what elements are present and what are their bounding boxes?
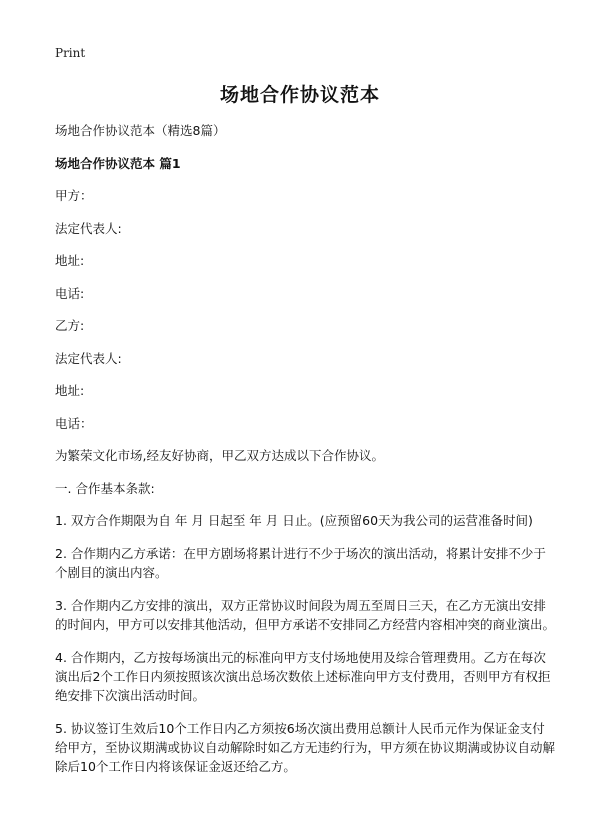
- party-b-address: 地址:: [55, 383, 85, 398]
- clause-item: 2. 合作期内乙方承诺：在甲方剧场将累计进行不少于场次的演出活动，将累计安排不少于个剧目的演出内容。: [55, 546, 546, 580]
- section-heading: 场地合作协议范本 篇1: [55, 155, 181, 171]
- document-subtitle: 场地合作协议范本（精选8篇）: [55, 123, 226, 138]
- clause-heading: 一. 合作基本条款:: [55, 480, 155, 496]
- print-link[interactable]: Print: [55, 46, 86, 60]
- party-a-phone: 电话:: [55, 285, 85, 301]
- party-a-address: 地址:: [55, 253, 85, 268]
- party-b-phone: 电话：: [55, 415, 93, 431]
- clause-item: 1. 双方合作期限为自 年 月 日起至 年 月 日止。(应预留60天为我公司的运营准备时间): [55, 513, 533, 528]
- document-title: 场地合作协议范本: [219, 84, 380, 106]
- clause-item: 3. 合作期内乙方安排的演出，双方正常协议时间段为周五至周日三天，在乙方无演出安排的时间内，甲方可以安排其他活动，但甲方承诺不安排同乙方经营内容相冲突的商业演出。: [55, 598, 556, 632]
- party-b-label: 乙方:: [55, 318, 85, 333]
- agreement-intro: 为繁荣文化市场,经友好协商，甲乙双方达成以下合作协议。: [55, 448, 384, 463]
- clause-item: 4. 合作期内，乙方按每场演出元的标准向甲方支付场地使用及综合管理费用。乙方在每次演出后2个工作日内须按照该次演出总场次数依上述标准向甲方支付费用，否则甲方有权拒绝安排下次演出活动时间。: [55, 650, 551, 703]
- party-a-representative: 法定代表人:: [55, 220, 122, 236]
- party-a-label: 甲方：: [55, 188, 93, 203]
- document-body: [55, 121, 555, 790]
- clause-item: 5. 协议签订生效后10个工作日内乙方须按6场次演出费用总额计人民币元作为保证金支付给甲方，至协议期满或协议自动解除时如乙方无违约行为，甲方须在协议期满或协议自动解除后10个工作日内将该保证金返还给乙方。: [55, 721, 556, 774]
- party-b-representative: 法定代表人:: [55, 350, 122, 366]
